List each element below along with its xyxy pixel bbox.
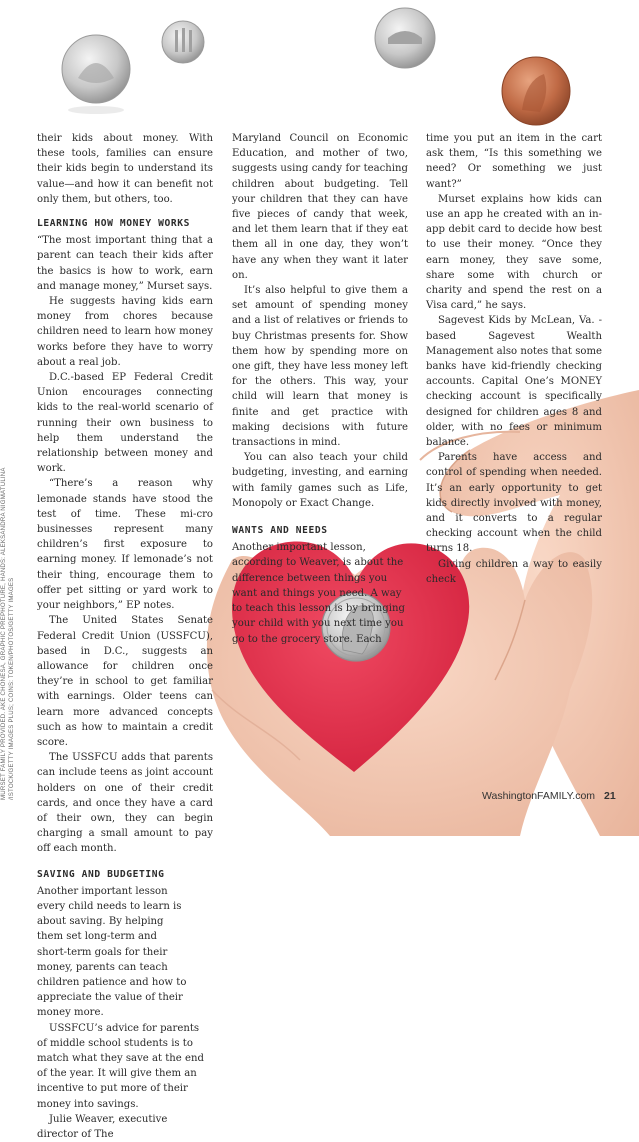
photo-credit bbox=[0, 467, 15, 800]
paragraph: time you put an item in the cart ask them, “Is this something we need? Or something we just want?” bbox=[426, 133, 602, 190]
paragraph: The USSFCU adds that parents can include teens as joint account holders on one of their credit cards, and once they have a card of their own, they can begin charging a small amount to pay off each month. bbox=[37, 752, 213, 855]
paragraph: Murset explains how kids can use an app he created with an in-app debit card to decide how best to use their money. “Once they earn money, they save some, share some with church or charity and spend the rest on a Visa card,” he says. bbox=[426, 193, 602, 312]
section-heading: LEARNING HOW MONEY WORKS bbox=[37, 218, 191, 230]
paragraph: It’s also helpful to give them a set amount of spending money and a list of relatives or friends to buy Christmas presents for. Show them how by spending more on one gift, they have less money left for the others. This way, your child will learn that money is finite and get practice with making decisions with future transactions in mind. bbox=[232, 285, 408, 449]
section-heading: SAVING AND BUDGETING bbox=[37, 868, 165, 880]
paragraph: Another important lesson, according to Weaver, is about the difference between things you want and things you need. A way to teach this lesson is by bringing your child with you next time you go to the grocery store. Each bbox=[232, 542, 405, 645]
paragraph: Maryland Council on Economic Education, and mother of two, suggests using candy for teaching children about budgeting. Tell your children that they can have five pieces of candy that week, and let them learn that if they eat them all in one day, they won’t have any when they want it later on. bbox=[232, 133, 408, 281]
paragraph: Giving children a way to easily check bbox=[426, 558, 602, 585]
article-column-1 bbox=[37, 131, 213, 1142]
paragraph: “There’s a reason why lemonade stands have stood the test of time. These mi-cro businesses represent many children’s first exposure to earning money. If lemonade’s not their thing, encourage them to offer pet sitting or yard work to your neighbors,” EP notes. bbox=[37, 478, 213, 612]
dime-coin-icon bbox=[162, 21, 204, 63]
paragraph: “The most important thing that a parent can teach their kids after the basics is how to work, earn and manage money,” Murset says. bbox=[37, 235, 213, 292]
article-column-3 bbox=[426, 131, 602, 587]
section-heading: WANTS AND NEEDS bbox=[232, 525, 328, 537]
nickel-coin-icon bbox=[375, 8, 435, 68]
paragraph: their kids about money. With these tools, families can ensure their kids begin to understand its value—and how it can benefit not only them, but others, too. bbox=[37, 133, 213, 205]
paragraph: USSFCU’s advice for parents of middle school students is to match what they save at the end of the year. It will give them an incentive to put more of their money into savings. bbox=[37, 1022, 204, 1110]
photo-credit-line-1: MURSET FAMILY PROVIDED. AKE CHONESA, GRAPHIC PREPHOTURE, HANDS: ALEKSANDRA NIGMATULINA bbox=[0, 467, 7, 800]
photo-credit-line-2: /ISTOCK/GETTY IMAGES PLUS; COINS: TOKEN/PHOTOS/GETTY IMAGES bbox=[7, 577, 15, 800]
paragraph: Parents have access and control of spending when needed. It’s an early opportunity to get kids directly involved with money, and it converts to a regular checking account when the child turns 18. bbox=[426, 452, 602, 555]
paragraph: Sagevest Kids by McLean, Va. -based Sagevest Wealth Management also notes that some banks have kid-friendly checking accounts. Capital One’s MONEY checking account is specifically designed for children ages 8 and older, with no fees or minimum balance. bbox=[426, 315, 602, 449]
paragraph: The United States Senate Federal Credit Union (USSFCU), based in D.C., suggests an allowance for children once they’re in school to get familiar with earnings. Older teens can learn more advanced concepts such as how to maintain a credit score. bbox=[37, 615, 213, 748]
article-column-2 bbox=[232, 131, 408, 647]
site-name: WashingtonFAMILY.com bbox=[482, 790, 596, 802]
paragraph: Julie Weaver, executive director of The bbox=[37, 1113, 168, 1140]
penny-coin-icon bbox=[502, 57, 570, 125]
paragraph: Another important lesson every child needs to learn is about saving. By helping them set long-term and short-term goals for their money, parents can teach children patience and how to appreciate the value of their money more. bbox=[37, 885, 187, 1019]
paragraph: You can also teach your child budgeting, investing, and earning with family games such as Life, Monopoly or Exact Change. bbox=[232, 452, 408, 509]
page-footer bbox=[482, 790, 616, 802]
paragraph: D.C.-based EP Federal Credit Union encourages connecting kids to the real-world scenario of running their own business to help them understand the relationship between money and work. bbox=[37, 372, 213, 475]
quarter-coin-icon bbox=[62, 35, 130, 114]
paragraph: He suggests having kids earn money from chores because children need to learn how money works before they have to worry about a real job. bbox=[37, 296, 213, 368]
page-number: 21 bbox=[604, 790, 616, 802]
